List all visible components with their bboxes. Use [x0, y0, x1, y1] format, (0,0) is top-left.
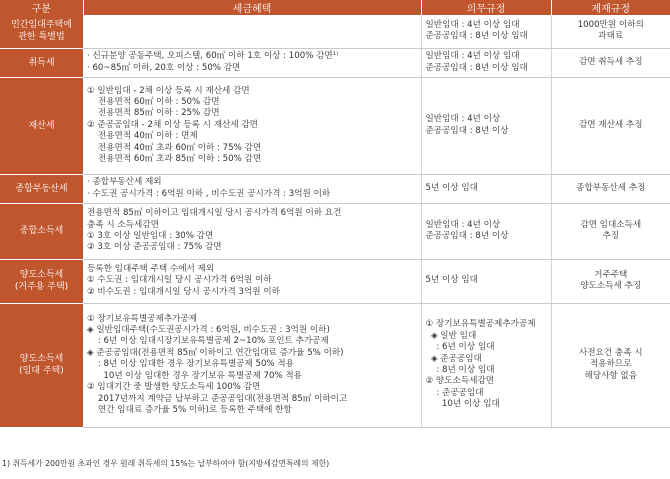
row-benefit: · 신규분양 공동주택, 오피스텔, 60㎡ 이하 1호 이상 : 100% 감면¹⁾ · 60~85㎡ 이하, 20호 이상 : 50% 감면	[83, 48, 421, 77]
row-category: 민간임대주택에 관한 특별법	[0, 15, 83, 48]
header-obligation: 의무규정	[421, 0, 551, 15]
row-obligation: 일반임대 : 4년 이상 준공공임대 : 8년 이상	[421, 77, 551, 174]
row-sanction: 종합부동산세 추징	[551, 174, 670, 203]
row-benefit: ① 장기보유특별공제추가공제 ◈ 일반임대주택(수도권공시가격 : 6억원, 비수도권 : 3억원 이하) : 6년 이상 임대시장기보유특별공제 2~10% 포인트 추가공제 ◈ 준공공임대(전용면적 85㎡ 이하이고 연간임대료 증가율 5% 이하) : 8년 이상 임대한 경우 장기보유특별공제 50% 적용 10년 이상 임대한 경우 장기보유 특별공제 70% 적용 ② 임대기간 중 발생한 양도소득세 100% 감면 2017년까지 계약금 납부하고 준공공임대(전용면적 85㎡ 이하이고 연간 임대료 증가율 5% 이하)로 등록한 주택에 한함	[83, 303, 421, 427]
row-sanction: 감면 임대소득세 추징	[551, 203, 670, 259]
row-category: 취득세	[0, 48, 83, 77]
row-obligation: 일반임대 : 4년 이상 준공공임대 : 8년 이상	[421, 203, 551, 259]
table-row	[0, 15, 670, 48]
row-obligation: 일반임대 : 4년 이상 임대 준공공임대 : 8년 이상 임대	[421, 48, 551, 77]
header-sanction: 제재규정	[551, 0, 670, 15]
row-obligation: 5년 이상 임대	[421, 174, 551, 203]
table-row	[0, 77, 670, 174]
footnote: 1) 취득세가 200만원 초과인 경우 원래 취득세의 15%는 납부하여야 함(지방세감면특례의 제한)	[2, 459, 330, 468]
row-category: 종합소득세	[0, 203, 83, 259]
table-row	[0, 303, 670, 427]
row-sanction: 거주주택 양도소득세 추징	[551, 259, 670, 303]
row-sanction: 사전요건 충족 시 적용하므로 해당사항 없음	[551, 303, 670, 427]
row-obligation: 일반임대 : 4년 이상 임대 준공공임대 : 8년 이상 임대	[421, 15, 551, 48]
row-benefit: ① 일반임대 - 2채 이상 등록 시 재산세 감면 전용면적 60㎡ 이하 : 50% 감면 전용면적 85㎡ 이하 : 25% 감면 ② 준공공임대 - 2채 이상 등록 시 재산세 감면 전용면적 40㎡ 이하 : 면제 전용면적 40㎡ 초과 60㎡ 이하 : 75% 감면 전용면적 60㎡ 초과 85㎡ 이하 : 50% 감면	[83, 77, 421, 174]
row-benefit	[83, 15, 421, 48]
header-benefit: 세금혜택	[83, 0, 421, 15]
row-benefit: 전용면적 85㎡ 이하이고 임대개시일 당시 공시가격 6억원 이하 요건 충족 시 소득세감면 ① 3호 이상 일반임대 : 30% 감면 ② 3호 이상 준공공임대 : 75% 감면	[83, 203, 421, 259]
header-row	[0, 0, 670, 15]
table-row	[0, 203, 670, 259]
row-sanction: 1000만원 이하의 과태료	[551, 15, 670, 48]
row-obligation: 5년 이상 임대	[421, 259, 551, 303]
header-category: 구분	[0, 0, 83, 15]
row-category: 종합부동산세	[0, 174, 83, 203]
table-row	[0, 48, 670, 77]
row-category: 양도소득세 (거주용 주택)	[0, 259, 83, 303]
table-row	[0, 174, 670, 203]
row-sanction: 감면 재산세 추징	[551, 77, 670, 174]
table-row	[0, 259, 670, 303]
row-category: 재산세	[0, 77, 83, 174]
row-benefit: 등록한 임대주택 주택 수에서 제외 ① 수도권 : 임대개시일 당시 공시가격 6억원 이하 ② 비수도권 : 임대개시일 당시 공시가격 3억원 이하	[83, 259, 421, 303]
row-obligation: ① 장기보유특별공제추가공제 ◈ 일반 임대 : 6년 이상 임대 ◈ 준공공임대 : 8년 이상 임대 ② 양도소득세감면 : 준공공임대 10년 이상 임대	[421, 303, 551, 427]
row-sanction: 감면 취득세 추징	[551, 48, 670, 77]
row-category: 양도소득세 (임대 주택)	[0, 303, 83, 427]
row-benefit: · 종합부동산세 제외 · 수도권 공시가격 : 6억원 이하 , 비수도권 공시가격 : 3억원 이하	[83, 174, 421, 203]
